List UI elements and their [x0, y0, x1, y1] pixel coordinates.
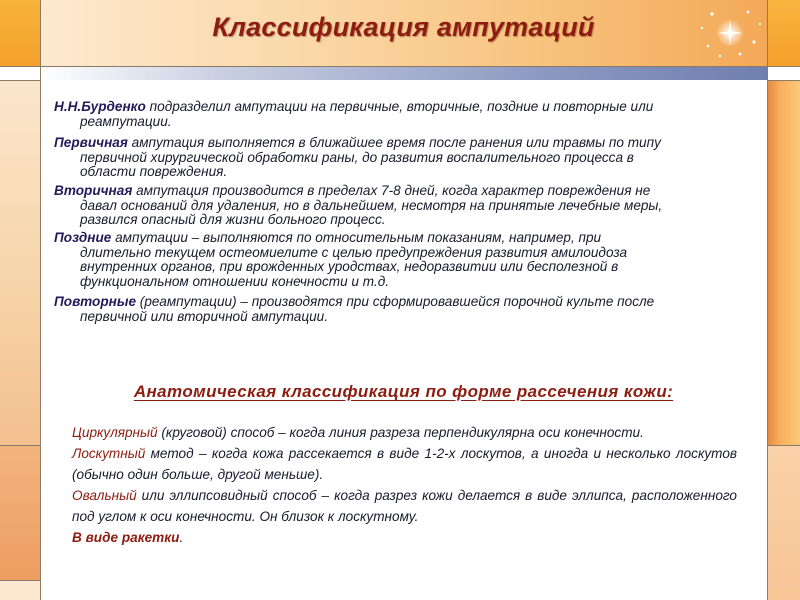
type-term: Повторные	[54, 294, 137, 309]
intro-text-continued: реампутации.	[80, 113, 172, 129]
anatomical-item	[72, 443, 737, 485]
title-underline-band	[40, 66, 767, 80]
type-paragraph-primary	[54, 136, 754, 180]
type-text-continued: функциональном отношении конечности и т.д.	[80, 273, 389, 289]
anatomical-text: метод – когда кожа рассекается в виде 1-2-х лоскутов, а иногда и несколько лоскутов (обычно один больше, другой меньше).	[72, 446, 737, 482]
intro-author: Н.Н.Бурденко	[54, 99, 146, 114]
type-term: Поздние	[54, 230, 112, 245]
content-area	[40, 80, 767, 600]
anatomical-text: .	[179, 530, 184, 545]
divider-line	[767, 445, 800, 446]
left-accent-block-foot	[0, 580, 40, 600]
anatomical-item	[72, 527, 737, 548]
anatomical-item	[72, 422, 737, 443]
type-text-continued: первичной хирургической обработки раны, до развития воспалительного процесса в	[80, 149, 634, 165]
slide-title: Классификация ампутаций	[212, 12, 595, 42]
sparkle-decoration-icon	[690, 0, 767, 66]
anatomical-term: Овальный	[72, 488, 137, 503]
type-term: Вторичная	[54, 183, 133, 198]
left-accent-gap	[0, 66, 40, 80]
type-text: (реампутации) – производятся при сформировавшейся порочной культе после	[136, 294, 655, 309]
right-accent-gap	[767, 66, 800, 80]
type-text-continued: длительно текущем остеомиелите с целью предупреждения развития амилоидоза	[80, 244, 628, 260]
type-text-continued: первичной или вторичной ампутации.	[80, 308, 328, 324]
divider-line	[40, 0, 41, 600]
divider-line	[0, 580, 40, 581]
type-paragraph-repeat	[54, 295, 754, 324]
anatomical-text: или эллипсовидный способ – когда разрез кожи делается в виде эллипса, расположенного под углом к оси конечности. Он близок к лоскутному.	[72, 488, 737, 524]
divider-line	[0, 66, 800, 67]
divider-line	[767, 80, 800, 81]
anatomical-list	[72, 422, 737, 548]
anatomical-term: Циркулярный	[72, 425, 158, 440]
anatomical-term: Лоскутный	[72, 446, 146, 461]
type-paragraph-late	[54, 231, 754, 289]
type-text: ампутации – выполняются по относительным показаниям, например, при	[111, 230, 602, 245]
type-text-continued: области повреждения.	[80, 164, 228, 179]
intro-paragraph	[54, 100, 754, 129]
left-accent-block-middle	[0, 80, 40, 445]
divider-line	[0, 80, 40, 81]
right-accent-block-bottom	[767, 445, 800, 600]
type-term: Первичная	[54, 135, 128, 150]
divider-line	[767, 0, 768, 600]
type-text: ампутация производится в пределах 7-8 дней, когда характер повреждения не	[132, 183, 651, 198]
right-accent-block-top	[767, 0, 800, 66]
type-text-continued: развился опасный для жизни больного процесс.	[80, 212, 386, 227]
divider-line	[0, 445, 40, 446]
type-text: ампутация выполняется в ближайшее время после ранения или травмы по типу	[127, 135, 661, 150]
anatomical-heading: Анатомическая классификация по форме рассечения кожи:	[133, 382, 674, 401]
anatomical-term: В виде ракетки	[72, 530, 180, 545]
anatomical-item	[72, 485, 737, 527]
left-accent-block-top	[0, 0, 40, 66]
title-band	[40, 0, 767, 66]
left-accent-block-bottom	[0, 445, 40, 580]
type-text-continued: внутренних органов, при врожденных уродствах, недоразвитии или бесполезной в	[80, 259, 619, 274]
type-paragraph-secondary	[54, 184, 754, 228]
right-accent-block-middle	[767, 80, 800, 445]
type-text-continued: давал оснований для удаления, но в дальнейшем, несмотря на принятые лечебные меры,	[80, 197, 663, 213]
anatomical-text: (круговой) способ – когда линия разреза перпендикулярна оси конечности.	[157, 425, 644, 440]
intro-text: подразделил ампутации на первичные, вторичные, поздние и повторные или	[145, 99, 654, 114]
